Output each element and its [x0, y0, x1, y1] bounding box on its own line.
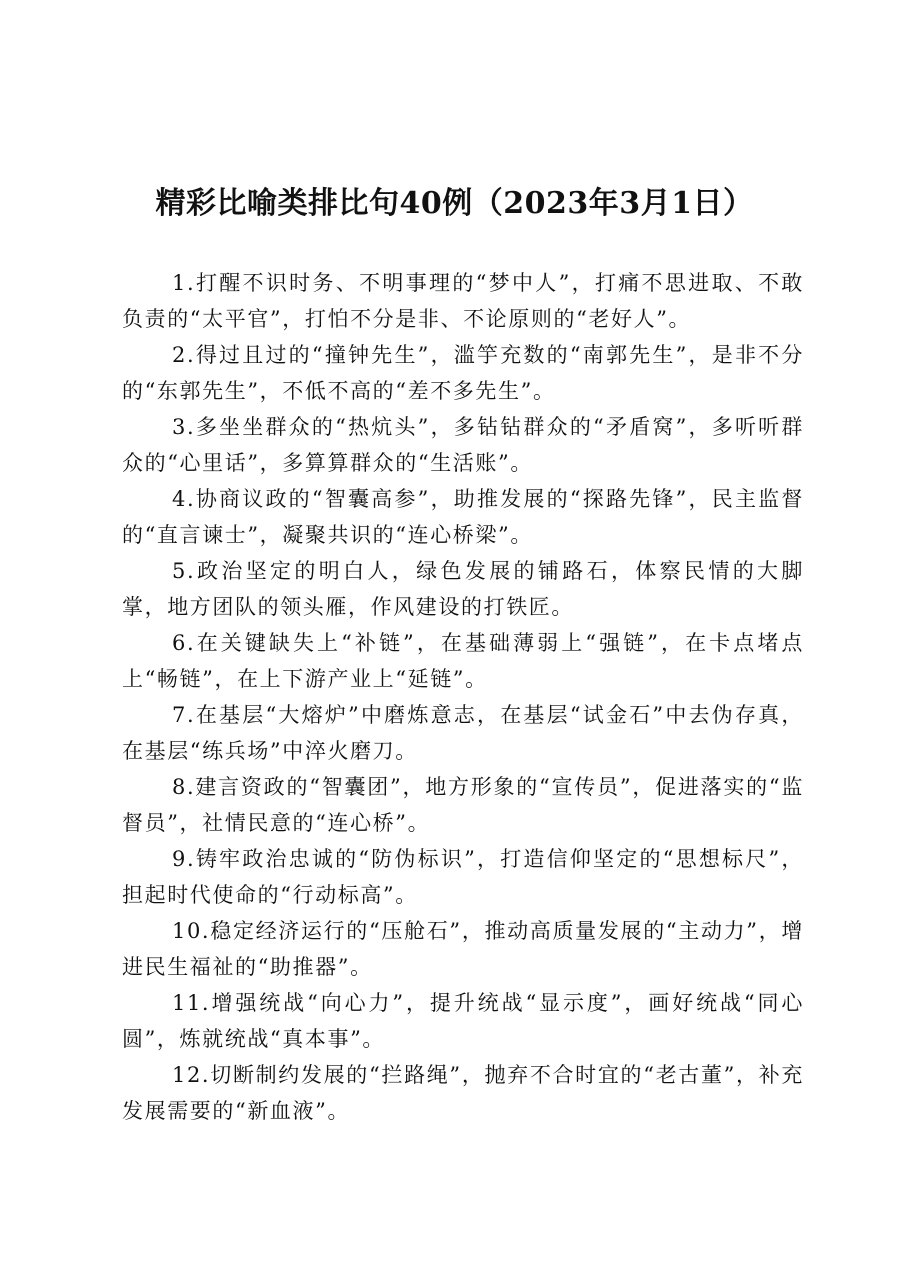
paragraph: 11.增强统战“向心力”，提升统战“显示度”，画好统战“同心圆”，炼就统战“真本事”。 — [122, 991, 804, 1051]
document-title: 精彩比喻类排比句40例（2023年3月1日） — [155, 186, 754, 222]
paragraph: 8.建言资政的“智囊团”，地方形象的“宣传员”，促进落实的“监督员”，社情民意的“连心桥”。 — [122, 775, 804, 835]
paragraph: 4.协商议政的“智囊高参”，助推发展的“探路先锋”，民主监督的“直言谏士”，凝聚共识的“连心桥梁”。 — [122, 487, 804, 547]
paragraph: 2.得过且过的“撞钟先生”，滥竽充数的“南郭先生”，是非不分的“东郭先生”，不低不高的“差不多先生”。 — [122, 343, 804, 403]
paragraph: 5.政治坚定的明白人，绿色发展的铺路石，体察民情的大脚掌，地方团队的领头雁，作风建设的打铁匠。 — [122, 559, 804, 619]
paragraph: 7.在基层“大熔炉”中磨炼意志，在基层“试金石”中去伪存真，在基层“练兵场”中淬火磨刀。 — [122, 703, 804, 763]
paragraph: 6.在关键缺失上“补链”，在基础薄弱上“强链”，在卡点堵点上“畅链”，在上下游产业上“延链”。 — [122, 631, 804, 691]
paragraph: 3.多坐坐群众的“热炕头”，多钻钻群众的“矛盾窝”，多听听群众的“心里话”，多算算群众的“生活账”。 — [122, 415, 804, 475]
paragraph: 1.打醒不识时务、不明事理的“梦中人”，打痛不思进取、不敢负责的“太平官”，打怕不分是非、不论原则的“老好人”。 — [122, 271, 804, 331]
paragraph: 12.切断制约发展的“拦路绳”，抛弃不合时宜的“老古董”，补充发展需要的“新血液”。 — [122, 1063, 804, 1123]
paragraph: 9.铸牢政治忠诚的“防伪标识”，打造信仰坚定的“思想标尺”，担起时代使命的“行动标高”。 — [122, 847, 804, 907]
paragraph: 10.稳定经济运行的“压舱石”，推动高质量发展的“主动力”，增进民生福祉的“助推器”。 — [122, 919, 804, 979]
document-body — [122, 265, 804, 1129]
